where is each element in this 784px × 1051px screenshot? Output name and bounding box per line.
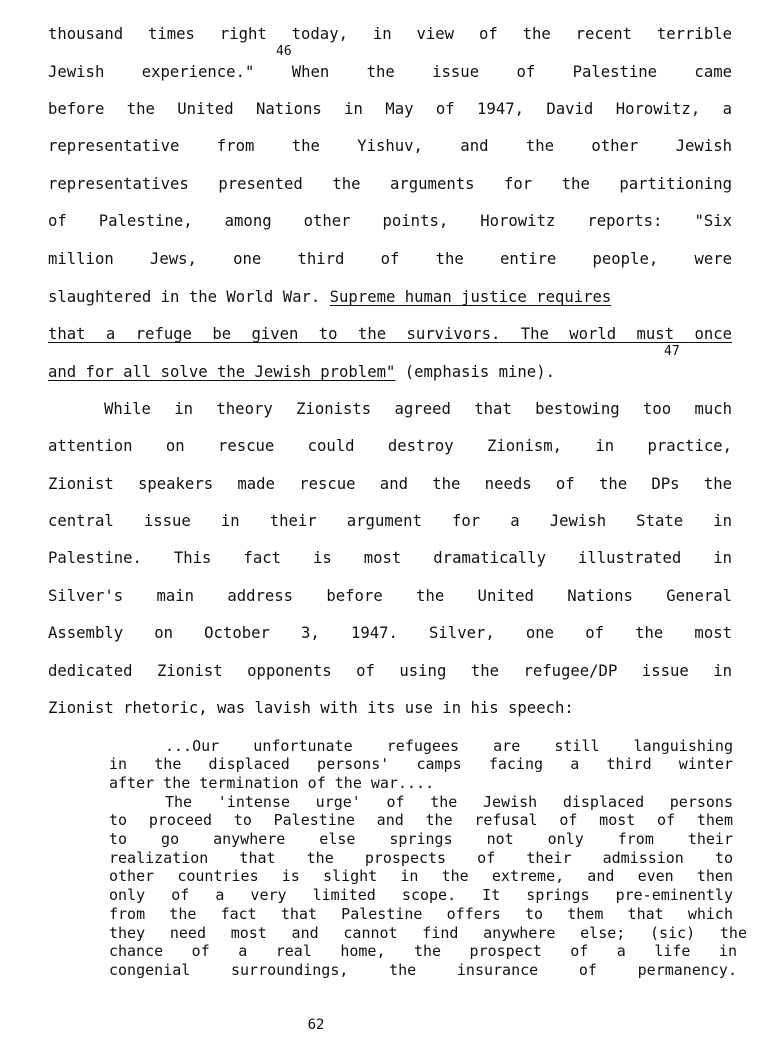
body-line: central issue in their argument for a Jewish State in bbox=[48, 512, 732, 530]
quote-line: The 'intense urge' of the Jewish displaced persons bbox=[165, 793, 733, 811]
body-line: representatives presented the arguments for the partitioning bbox=[48, 175, 732, 193]
quote-line: to proceed to Palestine and the refusal of most of them bbox=[109, 811, 733, 829]
body-line: Assembly on October 3, 1947. Silver, one of the most bbox=[48, 624, 732, 642]
body-line: of Palestine, among other points, Horowitz reports: "Six bbox=[48, 212, 732, 230]
emphasized-text: and for all solve the Jewish problem" bbox=[48, 363, 396, 381]
quote-line: other countries is slight in the extreme, and even then bbox=[109, 867, 733, 885]
body-line: Zionist rhetoric, was lavish with its use in his speech: bbox=[48, 699, 574, 717]
quote-line: congenial surroundings, the insurance of permanency. bbox=[109, 961, 737, 979]
body-line: representative from the Yishuv, and the other Jewish bbox=[48, 137, 732, 155]
body-line-mixed bbox=[48, 287, 732, 307]
quote-line: ...Our unfortunate refugees are still languishing bbox=[165, 737, 733, 755]
page-number: 62 bbox=[307, 1017, 325, 1033]
body-text: (emphasis mine). bbox=[395, 363, 555, 381]
body-line: attention on rescue could destroy Zionism, in practice, bbox=[48, 437, 732, 455]
body-line-mixed bbox=[48, 362, 732, 382]
body-line: Zionist speakers made rescue and the needs of the DPs the bbox=[48, 475, 732, 493]
quote-line: to go anywhere else springs not only from their bbox=[109, 830, 733, 848]
body-line: dedicated Zionist opponents of using the refugee/DP issue in bbox=[48, 662, 732, 680]
body-line: Jewish experience." When the issue of Palestine came bbox=[48, 63, 732, 81]
emphasized-text: Supreme human justice requires bbox=[329, 288, 612, 306]
quote-line: only of a very limited scope. It springs pre-eminently bbox=[109, 886, 733, 904]
body-line: Silver's main address before the United Nations General bbox=[48, 587, 732, 605]
emphasized-line: that a refuge be given to the survivors. The world must once bbox=[48, 325, 732, 343]
quote-line: after the termination of the war.... bbox=[109, 774, 435, 792]
quote-line: realization that the prospects of their admission to bbox=[109, 849, 733, 867]
body-line: thousand times right today, in view of the recent terrible bbox=[48, 25, 732, 43]
quote-line: in the displaced persons' camps facing a third winter bbox=[109, 755, 733, 773]
quote-line: chance of a real home, the prospect of a life in bbox=[109, 942, 737, 960]
quote-line: they need most and cannot find anywhere else; (sic) the bbox=[109, 924, 747, 942]
footnote-marker-47: 47 bbox=[664, 344, 680, 359]
body-text: slaughtered in the World War. bbox=[48, 288, 330, 306]
body-line: Palestine. This fact is most dramatically illustrated in bbox=[48, 549, 732, 567]
quote-line: from the fact that Palestine offers to them that which bbox=[109, 905, 733, 923]
body-line: before the United Nations in May of 1947, David Horowitz, a bbox=[48, 100, 732, 118]
body-line: million Jews, one third of the entire people, were bbox=[48, 250, 732, 268]
body-line: While in theory Zionists agreed that bestowing too much bbox=[104, 400, 732, 418]
footnote-marker-46: 46 bbox=[276, 44, 292, 59]
